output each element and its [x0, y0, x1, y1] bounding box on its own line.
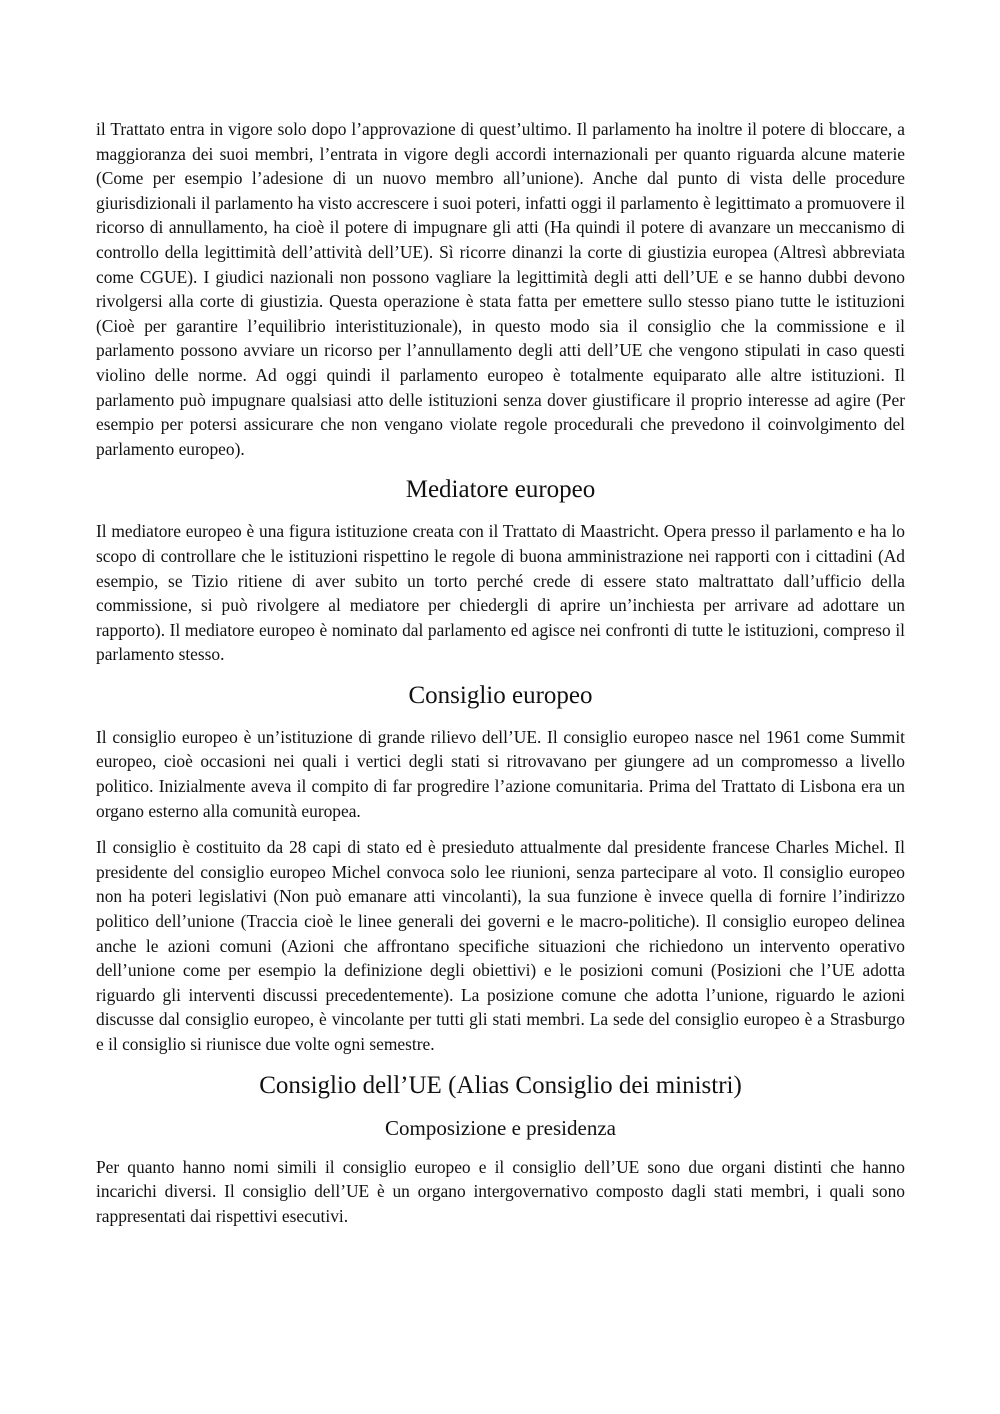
subheading-composizione: Composizione e presidenza [385, 1115, 616, 1140]
document-page [96, 117, 905, 1240]
heading-consiglio-europeo: Consiglio europeo [408, 681, 593, 709]
heading-mediatore-europeo: Mediatore europeo [405, 476, 596, 504]
paragraph-consiglio-europeo-2: Il consiglio è costituito da 28 capi di stato ed è presieduto attualmente dal presidente francese Charles Michel. Il presidente del consiglio europeo Michel convoca solo lee riunioni, senza partecipare al voto. Il consiglio europeo non ha poteri legislativi (Non può emanare atti vincolanti), la sua funzione è invece quella di fornire l’indirizzo politico dell’unione (Traccia cioè le linee generali dei governi e le macro-politiche). Il consiglio europeo delinea anche le azioni comuni (Azioni che affrontano specifiche situazioni che richiedono un intervento operativo dell’unione come per esempio la definizione degli obiettivi) e le posizioni comuni (Posizioni che l’UE adotta riguardo gli interventi discussi precedentemente). La posizione comune che adotta l’unione, riguardo le azioni discusse dal consiglio europeo, è vincolante per tutti gli stati membri. La sede del consiglio europeo è a Strasburgo e il consiglio si riunisce due volte ogni semestre. [96, 837, 905, 1054]
paragraph-consiglio-europeo-1: Il consiglio europeo è un’istituzione di grande rilievo dell’UE. Il consiglio europeo nasce nel 1961 come Summit europeo, cioè occasioni nei quali i vertici degli stati si ritrovavano per giungere ad un compromesso a livello politico. Inizialmente aveva il compito di far progredire l’azione comunitaria. Prima del Trattato di Lisbona era un organo esterno alla comunità europea. [96, 726, 905, 821]
heading-consiglio-ue: Consiglio dell’UE (Alias Consiglio dei ministri) [259, 1071, 742, 1099]
paragraph-mediatore: Il mediatore europeo è una figura istituzione creata con il Trattato di Maastricht. Opera presso il parlamento e ha lo scopo di controllare che le istituzioni rispettino le regole di buona amministrazione nei rapporti con i cittadini (Ad esempio, se Tizio ritiene di aver subito un torto perché crede di essere stato maltrattato dall’ufficio della commissione, si può rivolgere al mediatore per chiedergli di aprire un’inchiesta per arrivare ad adottare un rapporto). Il mediatore europeo è nominato dal parlamento ed agisce nei confronti di tutte le istituzioni, compreso il parlamento stesso. [96, 521, 905, 665]
paragraph-intro: il Trattato entra in vigore solo dopo l’approvazione di quest’ultimo. Il parlamento ha inoltre il potere di bloccare, a maggioranza dei suoi membri, l’entrata in vigore degli accordi internazionali per quanto riguarda alcune materie (Come per esempio l’adesione di un nuovo membro all’unione). Anche dal punto di vista delle procedure giurisdizionali il parlamento ha visto accrescere i suoi poteri, infatti oggi il parlamento è legittimato a promuovere il ricorso di annullamento, ha cioè il potere di impugnare gli atti (Ha quindi il potere di avanzare un meccanismo di controllo della legittimità dell’attività dell’UE). Sì ricorre dinanzi la corte di giustizia europea (Altresì abbreviata come CGUE). I giudici nazionali non possono vagliare la legittimità degli atti dell’UE e se hanno dubbi devono rivolgersi alla corte di giustizia. Questa operazione è stata fatta per emettere sullo stesso piano tutte le istituzioni (Cioè per garantire l’equilibrio interistituzionale), in questo modo sia il consiglio che la commissione e il parlamento possono avviare un ricorso per l’annullamento degli atti dell’UE che vengono stipulati in caso questi violino delle norme. Ad oggi quindi il parlamento europeo è totalmente equiparato alle altre istituzioni. Il parlamento può impugnare qualsiasi atto delle istituzioni senza dover giustificare il proprio interesse ad agire (Per esempio per potersi assicurare che non vengano violate regole procedurali che prevedono il coinvolgimento del parlamento europeo). [96, 119, 905, 459]
paragraph-consiglio-ue: Per quanto hanno nomi simili il consiglio europeo e il consiglio dell’UE sono due organi distinti che hanno incarichi diversi. Il consiglio dell’UE è un organo intergovernativo composto dagli stati membri, i quali sono rappresentati dai rispettivi esecutivi. [96, 1156, 905, 1226]
